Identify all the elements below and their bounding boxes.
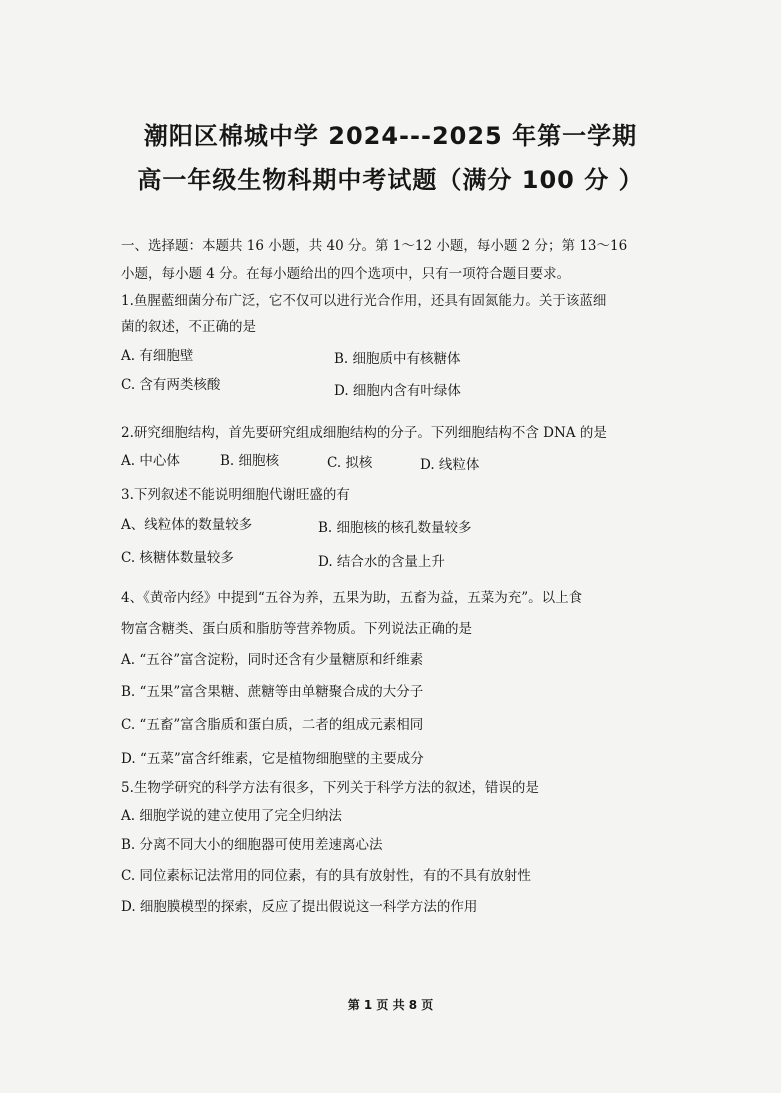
- question-3-option-a: A、线粒体的数量较多: [121, 517, 253, 533]
- question-3-option-c: C. 核糖体数量较多: [121, 550, 234, 566]
- exam-title-line1: 潮阳区棉城中学 2024---2025 年第一学期: [143, 122, 638, 150]
- question-4-stem-line1: 4、《黄帝内经》中提到“五谷为养，五果为助，五畜为益，五菜为充”。以上食: [121, 590, 583, 606]
- question-4-option-a: A. “五谷”富含淀粉，同时还含有少量糖原和纤维素: [121, 652, 424, 668]
- question-4-stem-line2: 物富含糖类、蛋白质和脂肪等营养物质。下列说法正确的是: [121, 621, 472, 637]
- question-2-option-c: C. 拟核: [327, 455, 373, 471]
- question-2-option-b: B. 细胞核: [220, 453, 280, 469]
- page-number-footer: 第 1 页 共 8 页: [347, 998, 434, 1012]
- exam-title-line2: 高一年级生物科期中考试题（满分 100 分 ）: [137, 166, 644, 194]
- question-1-option-c: C. 含有两类核酸: [121, 377, 221, 393]
- question-1-option-d: D. 细胞内含有叶绿体: [334, 383, 461, 399]
- question-5-option-a: A. 细胞学说的建立使用了完全归纳法: [121, 808, 342, 824]
- question-1-option-b: B. 细胞质中有核糖体: [334, 351, 461, 367]
- question-1-stem-line1: 1.鱼腥藍细菌分布广泛，它不仅可以进行光合作用，还具有固氮能力。关于该蓝细: [121, 293, 607, 309]
- question-5-option-b: B. 分离不同大小的细胞器可使用差速离心法: [121, 837, 383, 853]
- question-5-option-d: D. 细胞膜模型的探索，反应了提出假说这一科学方法的作用: [121, 899, 478, 915]
- question-3-option-b: B. 细胞核的核孔数量较多: [318, 520, 472, 536]
- question-3-stem: 3.下列叙述不能说明细胞代谢旺盛的有: [121, 487, 350, 503]
- question-2-stem: 2.研究细胞结构，首先要研究组成细胞结构的分子。下列细胞结构不含 DNA 的是: [121, 425, 607, 441]
- question-5-stem: 5.生物学研究的科学方法有很多，下列关于科学方法的叙述，错误的是: [121, 780, 539, 796]
- question-1-option-a: A. 有细胞壁: [121, 348, 194, 364]
- question-3-option-d: D. 结合水的含量上升: [318, 554, 445, 570]
- question-4-option-b: B. “五果”富含果糖、蔗糖等由单糖聚合成的大分子: [121, 684, 424, 700]
- section-intro-line1: 一、选择题：本题共 16 小题，共 40 分。第 1～12 小题，每小题 2 分；第 13～16: [121, 238, 628, 254]
- question-5-option-c: C. 同位素标记法常用的同位素，有的具有放射性，有的不具有放射性: [121, 868, 531, 884]
- question-2-option-d: D. 线粒体: [420, 457, 480, 473]
- question-4-option-d: D. “五菜”富含纤维素，它是植物细胞壁的主要成分: [121, 751, 424, 767]
- question-4-option-c: C. “五畜”富含脂质和蛋白质，二者的组成元素相同: [121, 717, 424, 733]
- question-2-option-a: A. 中心体: [121, 453, 180, 469]
- section-intro-line2: 小题，每小题 4 分。在每小题给出的四个选项中，只有一项符合题目要求。: [121, 266, 571, 282]
- question-1-stem-line2: 菌的叙述，不正确的是: [121, 319, 256, 335]
